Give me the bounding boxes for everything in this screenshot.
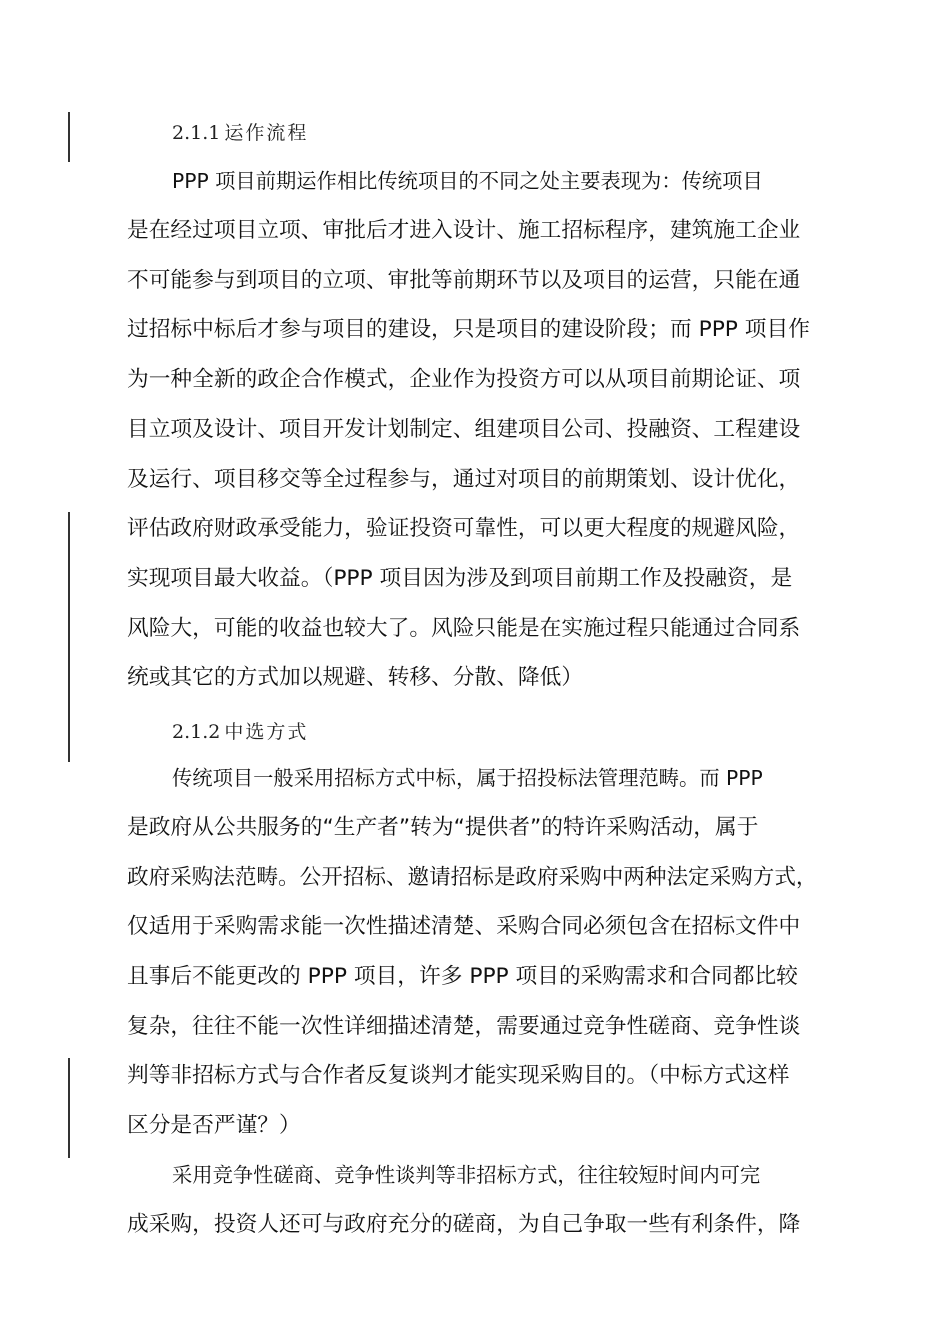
- paragraph-line: 政府采购法范畴。公开招标、邀请招标是政府采购中两种法定采购方式，: [127, 865, 818, 890]
- section-heading: [172, 121, 308, 145]
- paragraph-line: 为一种全新的政企合作模式，企业作为投资方可以从项目前期论证、项: [127, 367, 801, 392]
- paragraph-line: 统或其它的方式加以规避、转移、分散、降低）: [127, 665, 584, 690]
- section-heading: [172, 720, 308, 744]
- paragraph-line: 复杂，往往不能一次性详细描述清楚，需要通过竞争性磋商、竞争性谈: [127, 1014, 801, 1039]
- revision-change-bar: [68, 512, 70, 762]
- paragraph-line: 区分是否严谨？）: [127, 1113, 301, 1138]
- paragraph-line: 且事后不能更改的 PPP 项目，许多 PPP 项目的采购需求和合同都比较: [127, 964, 798, 989]
- paragraph-line: 目立项及设计、项目开发计划制定、组建项目公司、投融资、工程建设: [127, 417, 801, 442]
- section-title: 中选方式: [224, 721, 309, 743]
- paragraph-line: 传统项目一般采用招标方式中标，属于招投标法管理范畴。而 PPP: [172, 766, 763, 790]
- revision-change-bar: [68, 1058, 70, 1158]
- paragraph-line: 是政府从公共服务的“生产者”转为“提供者”的特许采购活动，属于: [127, 815, 759, 840]
- paragraph-line: 成采购，投资人还可与政府充分的磋商，为自己争取一些有利条件，降: [127, 1212, 801, 1237]
- paragraph-line: PPP 项目前期运作相比传统项目的不同之处主要表现为：传统项目: [172, 169, 763, 193]
- paragraph-line: 风险大，可能的收益也较大了。风险只能是在实施过程只能通过合同系: [127, 616, 801, 641]
- revision-change-bar: [68, 112, 70, 162]
- paragraph-line: 实现项目最大收益。（PPP 项目因为涉及到项目前期工作及投融资，是: [127, 566, 793, 591]
- section-title: 运作流程: [224, 122, 309, 144]
- paragraph-line: 过招标中标后才参与项目的建设，只是项目的建设阶段；而 PPP 项目作: [127, 317, 810, 342]
- paragraph-line: 及运行、项目移交等全过程参与，通过对项目的前期策划、设计优化，: [127, 467, 801, 492]
- paragraph-line: 采用竞争性磋商、竞争性谈判等非招标方式，往往较短时间内可完: [172, 1163, 761, 1187]
- section-number: 2.1.2: [172, 721, 221, 743]
- paragraph-line: 判等非招标方式与合作者反复谈判才能实现采购目的。（中标方式这样: [127, 1063, 790, 1088]
- paragraph-line: 评估政府财政承受能力，验证投资可靠性，可以更大程度的规避风险，: [127, 516, 801, 541]
- paragraph-line: 是在经过项目立项、审批后才进入设计、施工招标程序，建筑施工企业: [127, 218, 801, 243]
- paragraph-line: 不可能参与到项目的立项、审批等前期环节以及项目的运营，只能在通: [127, 268, 801, 293]
- paragraph-line: 仅适用于采购需求能一次性描述清楚、采购合同必须包含在招标文件中: [127, 914, 801, 939]
- section-number: 2.1.1: [172, 122, 221, 144]
